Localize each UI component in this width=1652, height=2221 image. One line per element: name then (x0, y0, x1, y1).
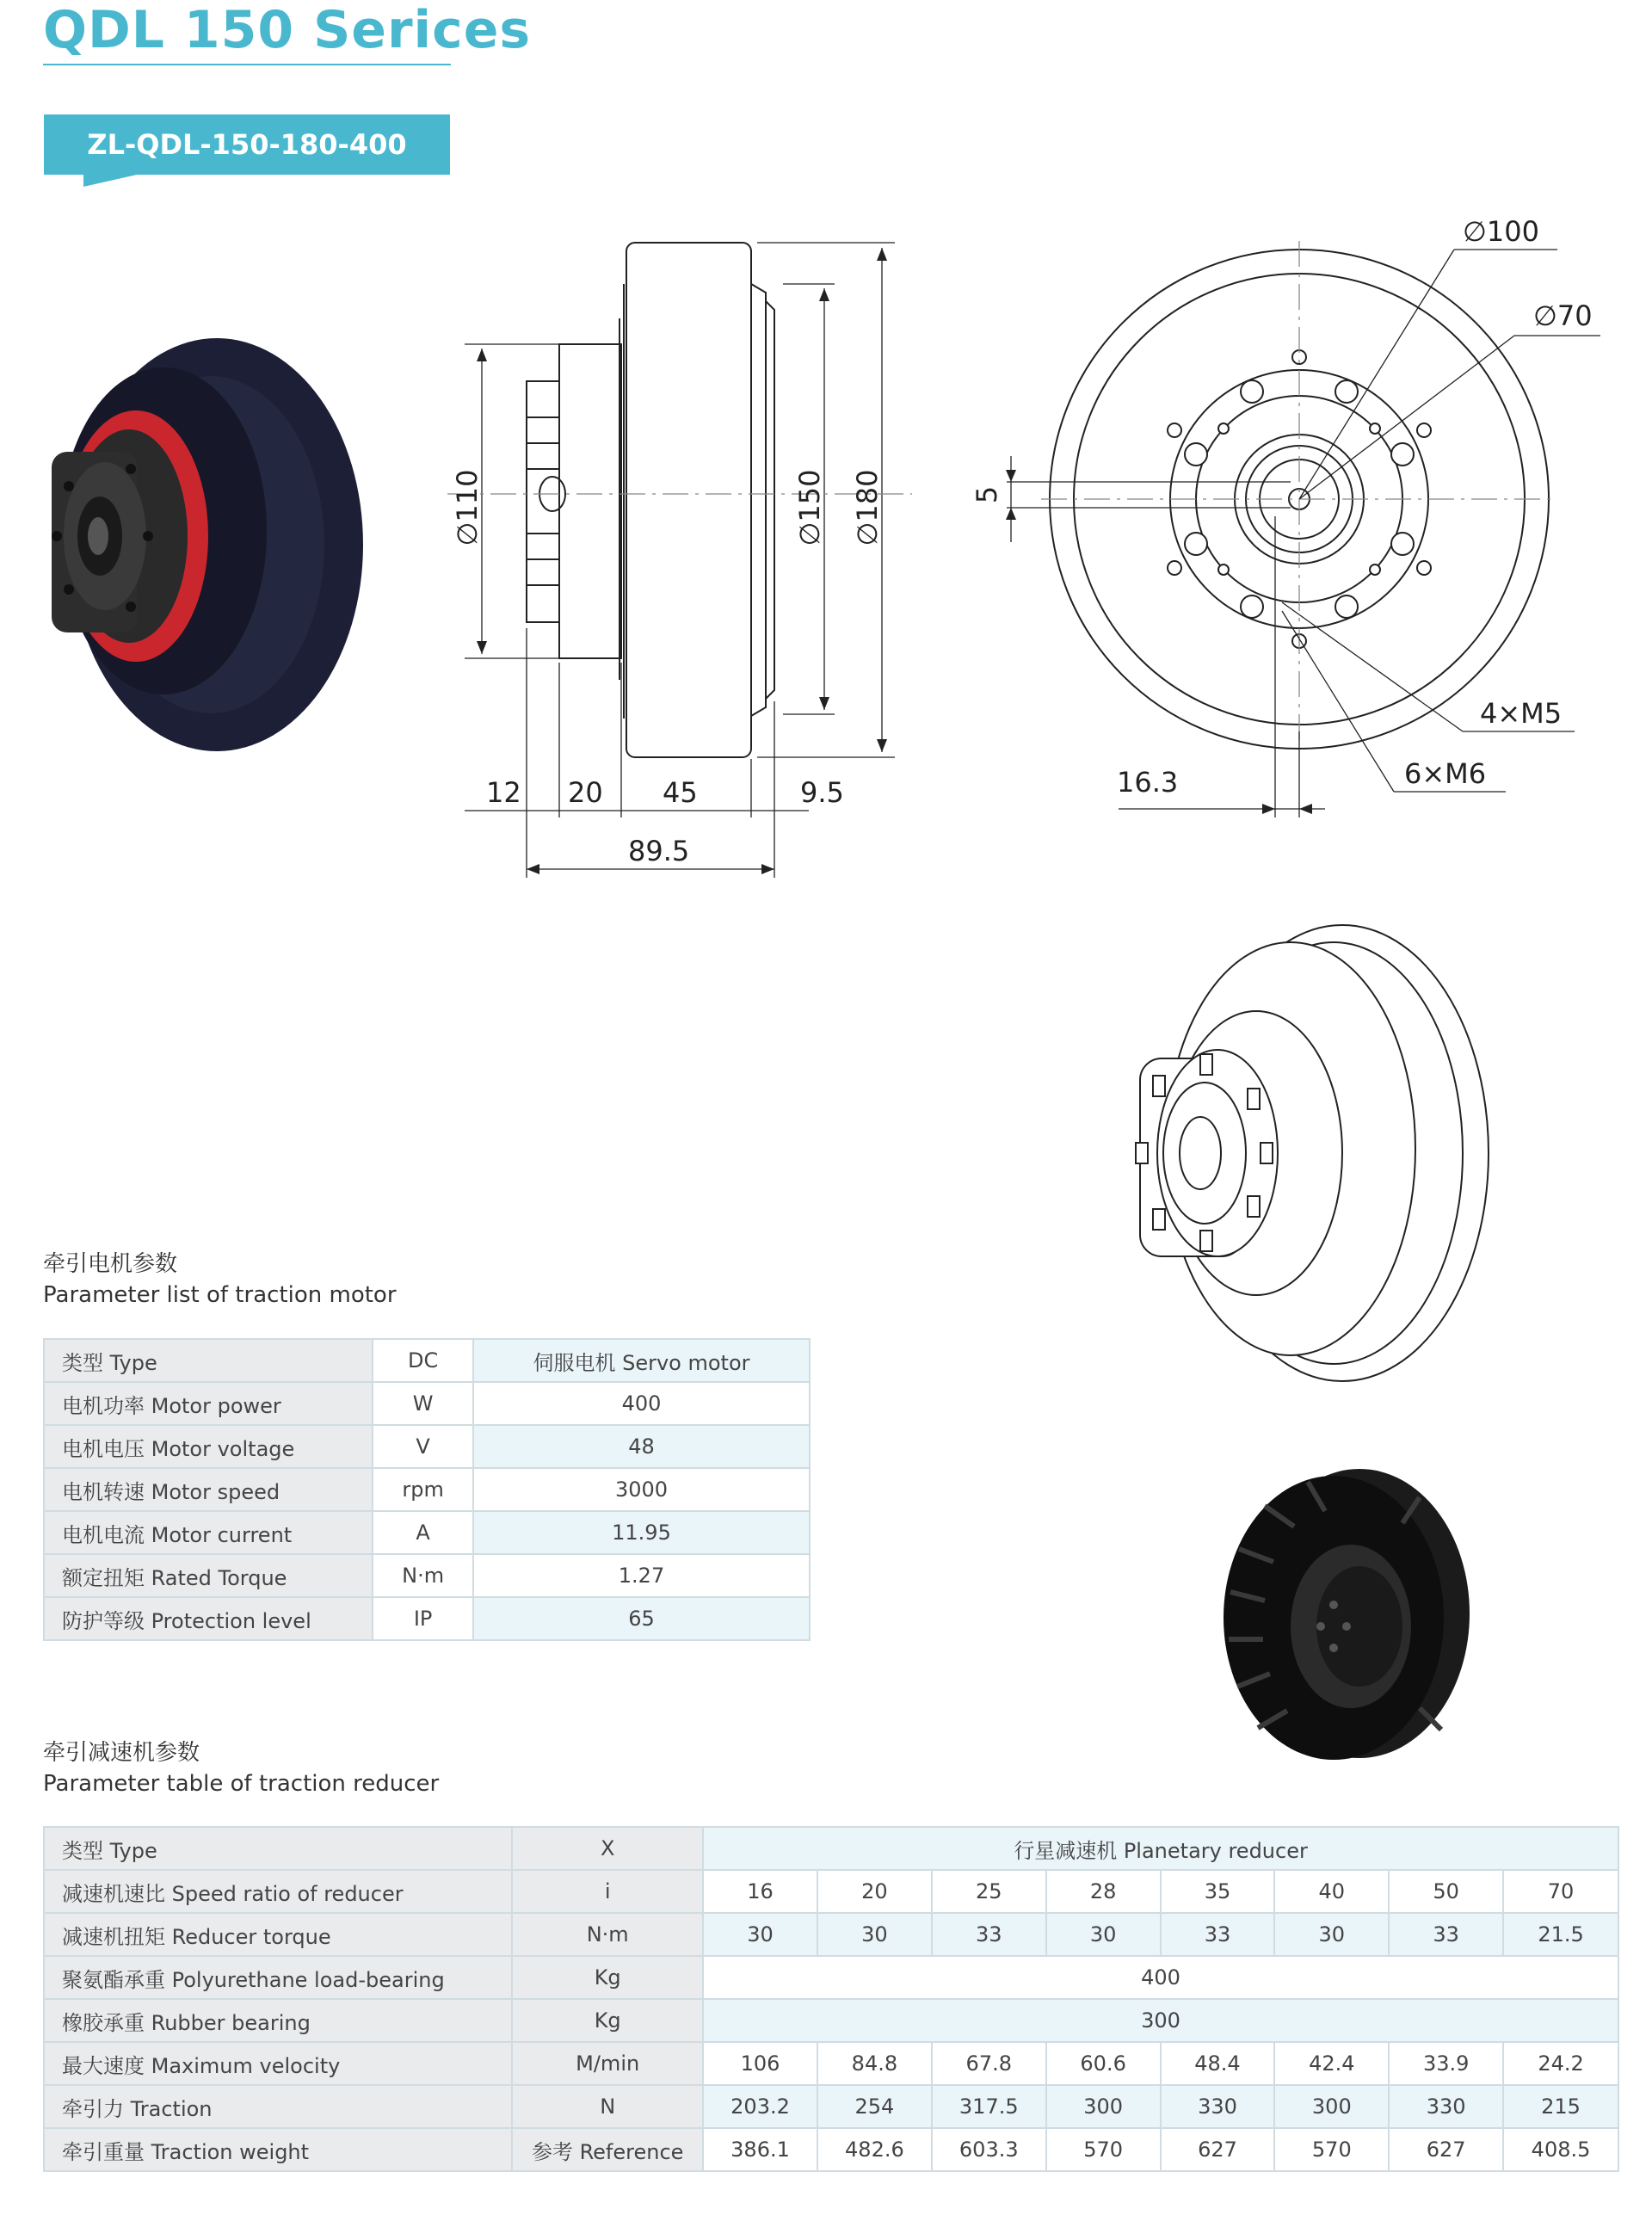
row-value: 11.95 (473, 1511, 810, 1554)
row-label: 牵引力 Traction (44, 2085, 512, 2128)
table-cell: 330 (1161, 2085, 1275, 2128)
dim-d150: ∅150 (793, 469, 826, 546)
table-cell: 21.5 (1503, 1913, 1618, 1956)
row-unit: Kg (512, 1999, 703, 2042)
table-cell: 28 (1046, 1870, 1161, 1913)
table-row-torque (44, 1913, 1618, 1956)
table-cell: 386.1 (703, 2128, 817, 2171)
dim-w16-3: 16.3 (1117, 766, 1179, 799)
table-cell: 84.8 (817, 2042, 932, 2085)
row-label: 聚氨酯承重 Polyurethane load-bearing (44, 1956, 512, 1999)
dim-w9-5: 9.5 (800, 776, 844, 809)
table-cell: 30 (1046, 1913, 1161, 1956)
page-title: QDL 150 Serices (43, 0, 532, 60)
dim-w20: 20 (568, 776, 603, 809)
reducer-section-title-cn: 牵引减速机参数 (43, 1740, 200, 1766)
row-value: 400 (473, 1382, 810, 1425)
table-cell: 48.4 (1161, 2042, 1275, 2085)
table-row (44, 1339, 810, 1382)
table-cell: 570 (1274, 2128, 1389, 2171)
table-cell: 20 (817, 1870, 932, 1913)
product-photo-rubber-tyre (1205, 1454, 1480, 1773)
table-cell: 603.3 (932, 2128, 1046, 2171)
table-row-ratio (44, 1870, 1618, 1913)
hub-body-outline (559, 344, 621, 658)
table-row-pu-bearing (44, 1956, 1618, 1999)
row-unit: N (512, 2085, 703, 2128)
row-value: 400 (703, 1956, 1618, 1999)
row-value: 伺服电机 Servo motor (473, 1339, 810, 1382)
row-label: 额定扭矩 Rated Torque (44, 1554, 373, 1597)
row-label: 电机功率 Motor power (44, 1382, 373, 1425)
row-label: 最大速度 Maximum velocity (44, 2042, 512, 2085)
dim-total: 89.5 (628, 835, 690, 867)
row-value: 300 (703, 1999, 1618, 2042)
table-cell: 203.2 (703, 2085, 817, 2128)
row-value: 48 (473, 1425, 810, 1468)
table-cell: 33 (1389, 1913, 1503, 1956)
table-row-velocity (44, 2042, 1618, 2085)
table-cell: 33 (1161, 1913, 1275, 1956)
table-row (44, 1554, 810, 1597)
row-label: 电机转速 Motor speed (44, 1468, 373, 1511)
row-label: 牵引重量 Traction weight (44, 2128, 512, 2171)
reducer-parameter-table (43, 1826, 1619, 2172)
table-cell: 35 (1161, 1870, 1275, 1913)
row-unit: IP (373, 1597, 473, 1640)
row-value: 1.27 (473, 1554, 810, 1597)
row-value: 行星减速机 Planetary reducer (703, 1827, 1618, 1870)
table-cell: 30 (1274, 1913, 1389, 1956)
row-unit: M/min (512, 2042, 703, 2085)
dim-h5: 5 (971, 485, 1003, 504)
table-cell: 482.6 (817, 2128, 932, 2171)
table-cell: 254 (817, 2085, 932, 2128)
wheel-tread-outline (626, 243, 751, 757)
side-view-drawing (447, 232, 912, 886)
row-value: 3000 (473, 1468, 810, 1511)
dim-holes-m6: 6×M6 (1404, 757, 1487, 790)
table-cell: 627 (1161, 2128, 1275, 2171)
table-cell: 30 (703, 1913, 817, 1956)
table-cell: 25 (932, 1870, 1046, 1913)
product-lineart-wheel (1119, 904, 1497, 1403)
table-cell: 408.5 (1503, 2128, 1618, 2171)
table-row (44, 1597, 810, 1640)
motor-parameter-table (43, 1338, 811, 1641)
table-row (44, 1382, 810, 1425)
row-unit: A (373, 1511, 473, 1554)
table-cell: 317.5 (932, 2085, 1046, 2128)
front-view-drawing (955, 215, 1618, 817)
table-cell: 40 (1274, 1870, 1389, 1913)
row-label: 橡胶承重 Rubber bearing (44, 1999, 512, 2042)
row-unit: W (373, 1382, 473, 1425)
reducer-section-title-en: Parameter table of traction reducer (43, 1771, 440, 1797)
table-cell: 70 (1503, 1870, 1618, 1913)
row-label: 电机电流 Motor current (44, 1511, 373, 1554)
product-photo-red-hub (34, 305, 379, 753)
row-label: 防护等级 Protection level (44, 1597, 373, 1640)
table-cell: 30 (817, 1913, 932, 1956)
table-cell: 67.8 (932, 2042, 1046, 2085)
table-cell: 42.4 (1274, 2042, 1389, 2085)
dim-w45: 45 (663, 776, 698, 809)
table-row-traction (44, 2085, 1618, 2128)
row-label: 类型 Type (44, 1827, 512, 1870)
dim-w12: 12 (486, 776, 521, 809)
table-cell: 50 (1389, 1870, 1503, 1913)
row-unit: i (512, 1870, 703, 1913)
model-tag: ZL-QDL-150-180-400 (44, 114, 450, 175)
row-unit: N·m (373, 1554, 473, 1597)
dim-d180: ∅180 (851, 469, 884, 546)
row-value: 65 (473, 1597, 810, 1640)
table-cell: 106 (703, 2042, 817, 2085)
table-cell: 570 (1046, 2128, 1161, 2171)
row-unit: Kg (512, 1956, 703, 1999)
table-cell: 33 (932, 1913, 1046, 1956)
table-row (44, 1468, 810, 1511)
table-cell: 33.9 (1389, 2042, 1503, 2085)
row-label: 减速机扭矩 Reducer torque (44, 1913, 512, 1956)
dim-d100: ∅100 (1463, 215, 1539, 248)
table-cell: 300 (1274, 2085, 1389, 2128)
table-row-weight (44, 2128, 1618, 2171)
row-unit: rpm (373, 1468, 473, 1511)
dim-d110: ∅110 (451, 469, 484, 546)
row-unit: N·m (512, 1913, 703, 1956)
table-row (44, 1511, 810, 1554)
title-underline (43, 64, 451, 65)
row-label: 减速机速比 Speed ratio of reducer (44, 1870, 512, 1913)
table-cell: 60.6 (1046, 2042, 1161, 2085)
row-unit: X (512, 1827, 703, 1870)
table-cell: 300 (1046, 2085, 1161, 2128)
row-label: 电机电压 Motor voltage (44, 1425, 373, 1468)
table-cell: 215 (1503, 2085, 1618, 2128)
table-row-rubber-bearing (44, 1999, 1618, 2042)
row-unit: 参考 Reference (512, 2128, 703, 2171)
row-label: 类型 Type (44, 1339, 373, 1382)
motor-section-title-cn: 牵引电机参数 (43, 1251, 178, 1277)
table-cell: 627 (1389, 2128, 1503, 2171)
row-unit: V (373, 1425, 473, 1468)
motor-section-title-en: Parameter list of traction motor (43, 1282, 397, 1308)
table-cell: 16 (703, 1870, 817, 1913)
dim-d70: ∅70 (1533, 299, 1593, 332)
dim-holes-m5: 4×M5 (1480, 697, 1563, 730)
table-cell: 330 (1389, 2085, 1503, 2128)
table-row-type (44, 1827, 1618, 1870)
model-tag-pointer (83, 175, 137, 187)
table-cell: 24.2 (1503, 2042, 1618, 2085)
table-row (44, 1425, 810, 1468)
row-unit: DC (373, 1339, 473, 1382)
